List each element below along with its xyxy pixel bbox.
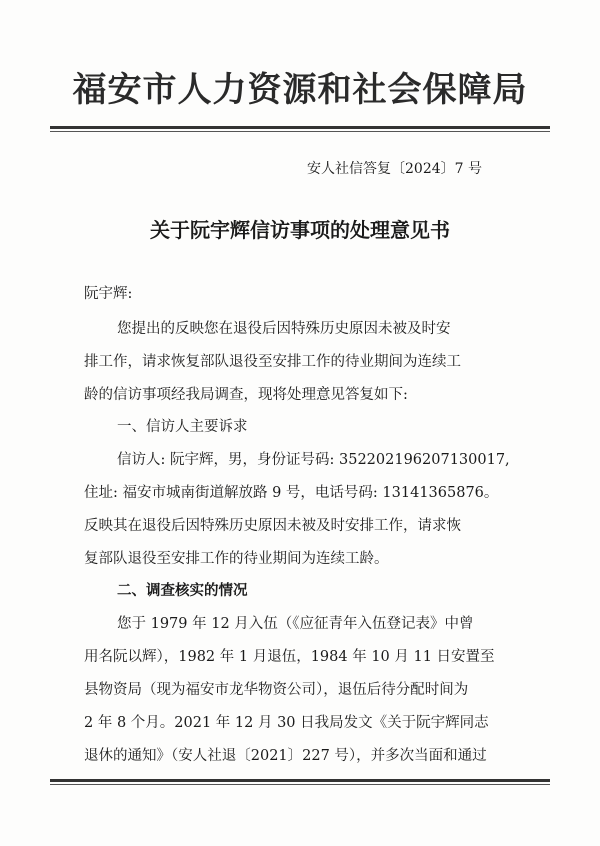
header-divider-thin <box>50 131 550 132</box>
footer-divider-thin <box>50 784 550 785</box>
section-1-line: 复部队退役至安排工作的待业期间为连续工龄。 <box>84 551 389 567</box>
section-1-line: 住址: 福安市城南街道解放路 9 号，电话号码: 13141365876。 <box>84 485 499 501</box>
footer-divider-thick <box>50 779 550 782</box>
section-2-line: 退休的通知》（安人社退〔2021〕227 号），并多次当面和通过 <box>84 748 487 764</box>
document-number: 安人社信答复〔2024〕7 号 <box>307 161 482 177</box>
section-1-line: 信访人: 阮宇辉，男，身份证号码: 352202196207130017, <box>117 452 510 468</box>
document-title: 关于阮宇辉信访事项的处理意见书 <box>150 218 450 242</box>
section-2-line: 用名阮以辉），1982 年 1 月退伍，1984 年 10 月 11 日安置至 <box>84 649 495 665</box>
header-divider-thick <box>50 126 550 129</box>
section-1-line: 反映其在退役后因特殊历史原因未被及时安排工作，请求恢 <box>84 518 461 534</box>
section-2-line: 您于 1979 年 12 月入伍（《应征青年入伍登记表》中曾 <box>117 616 474 632</box>
organization-title: 福安市人力资源和社会保障局 <box>72 70 528 110</box>
salutation: 阮宇辉: <box>84 286 133 302</box>
intro-line: 您提出的反映您在退役后因特殊历史原因未被及时安 <box>117 321 451 337</box>
intro-line: 龄的信访事项经我局调查，现将处理意见答复如下: <box>84 387 408 403</box>
section-1-heading: 一、信访人主要诉求 <box>117 419 248 435</box>
section-2-line: 2 年 8 个月。2021 年 12 月 30 日我局发文《关于阮宇辉同志 <box>84 715 489 731</box>
section-2-line: 县物资局（现为福安市龙华物资公司），退伍后待分配时间为 <box>84 682 469 698</box>
section-2-heading: 二、调查核实的情况 <box>117 582 248 599</box>
intro-line: 排工作，请求恢复部队退役至安排工作的待业期间为连续工 <box>84 354 461 370</box>
